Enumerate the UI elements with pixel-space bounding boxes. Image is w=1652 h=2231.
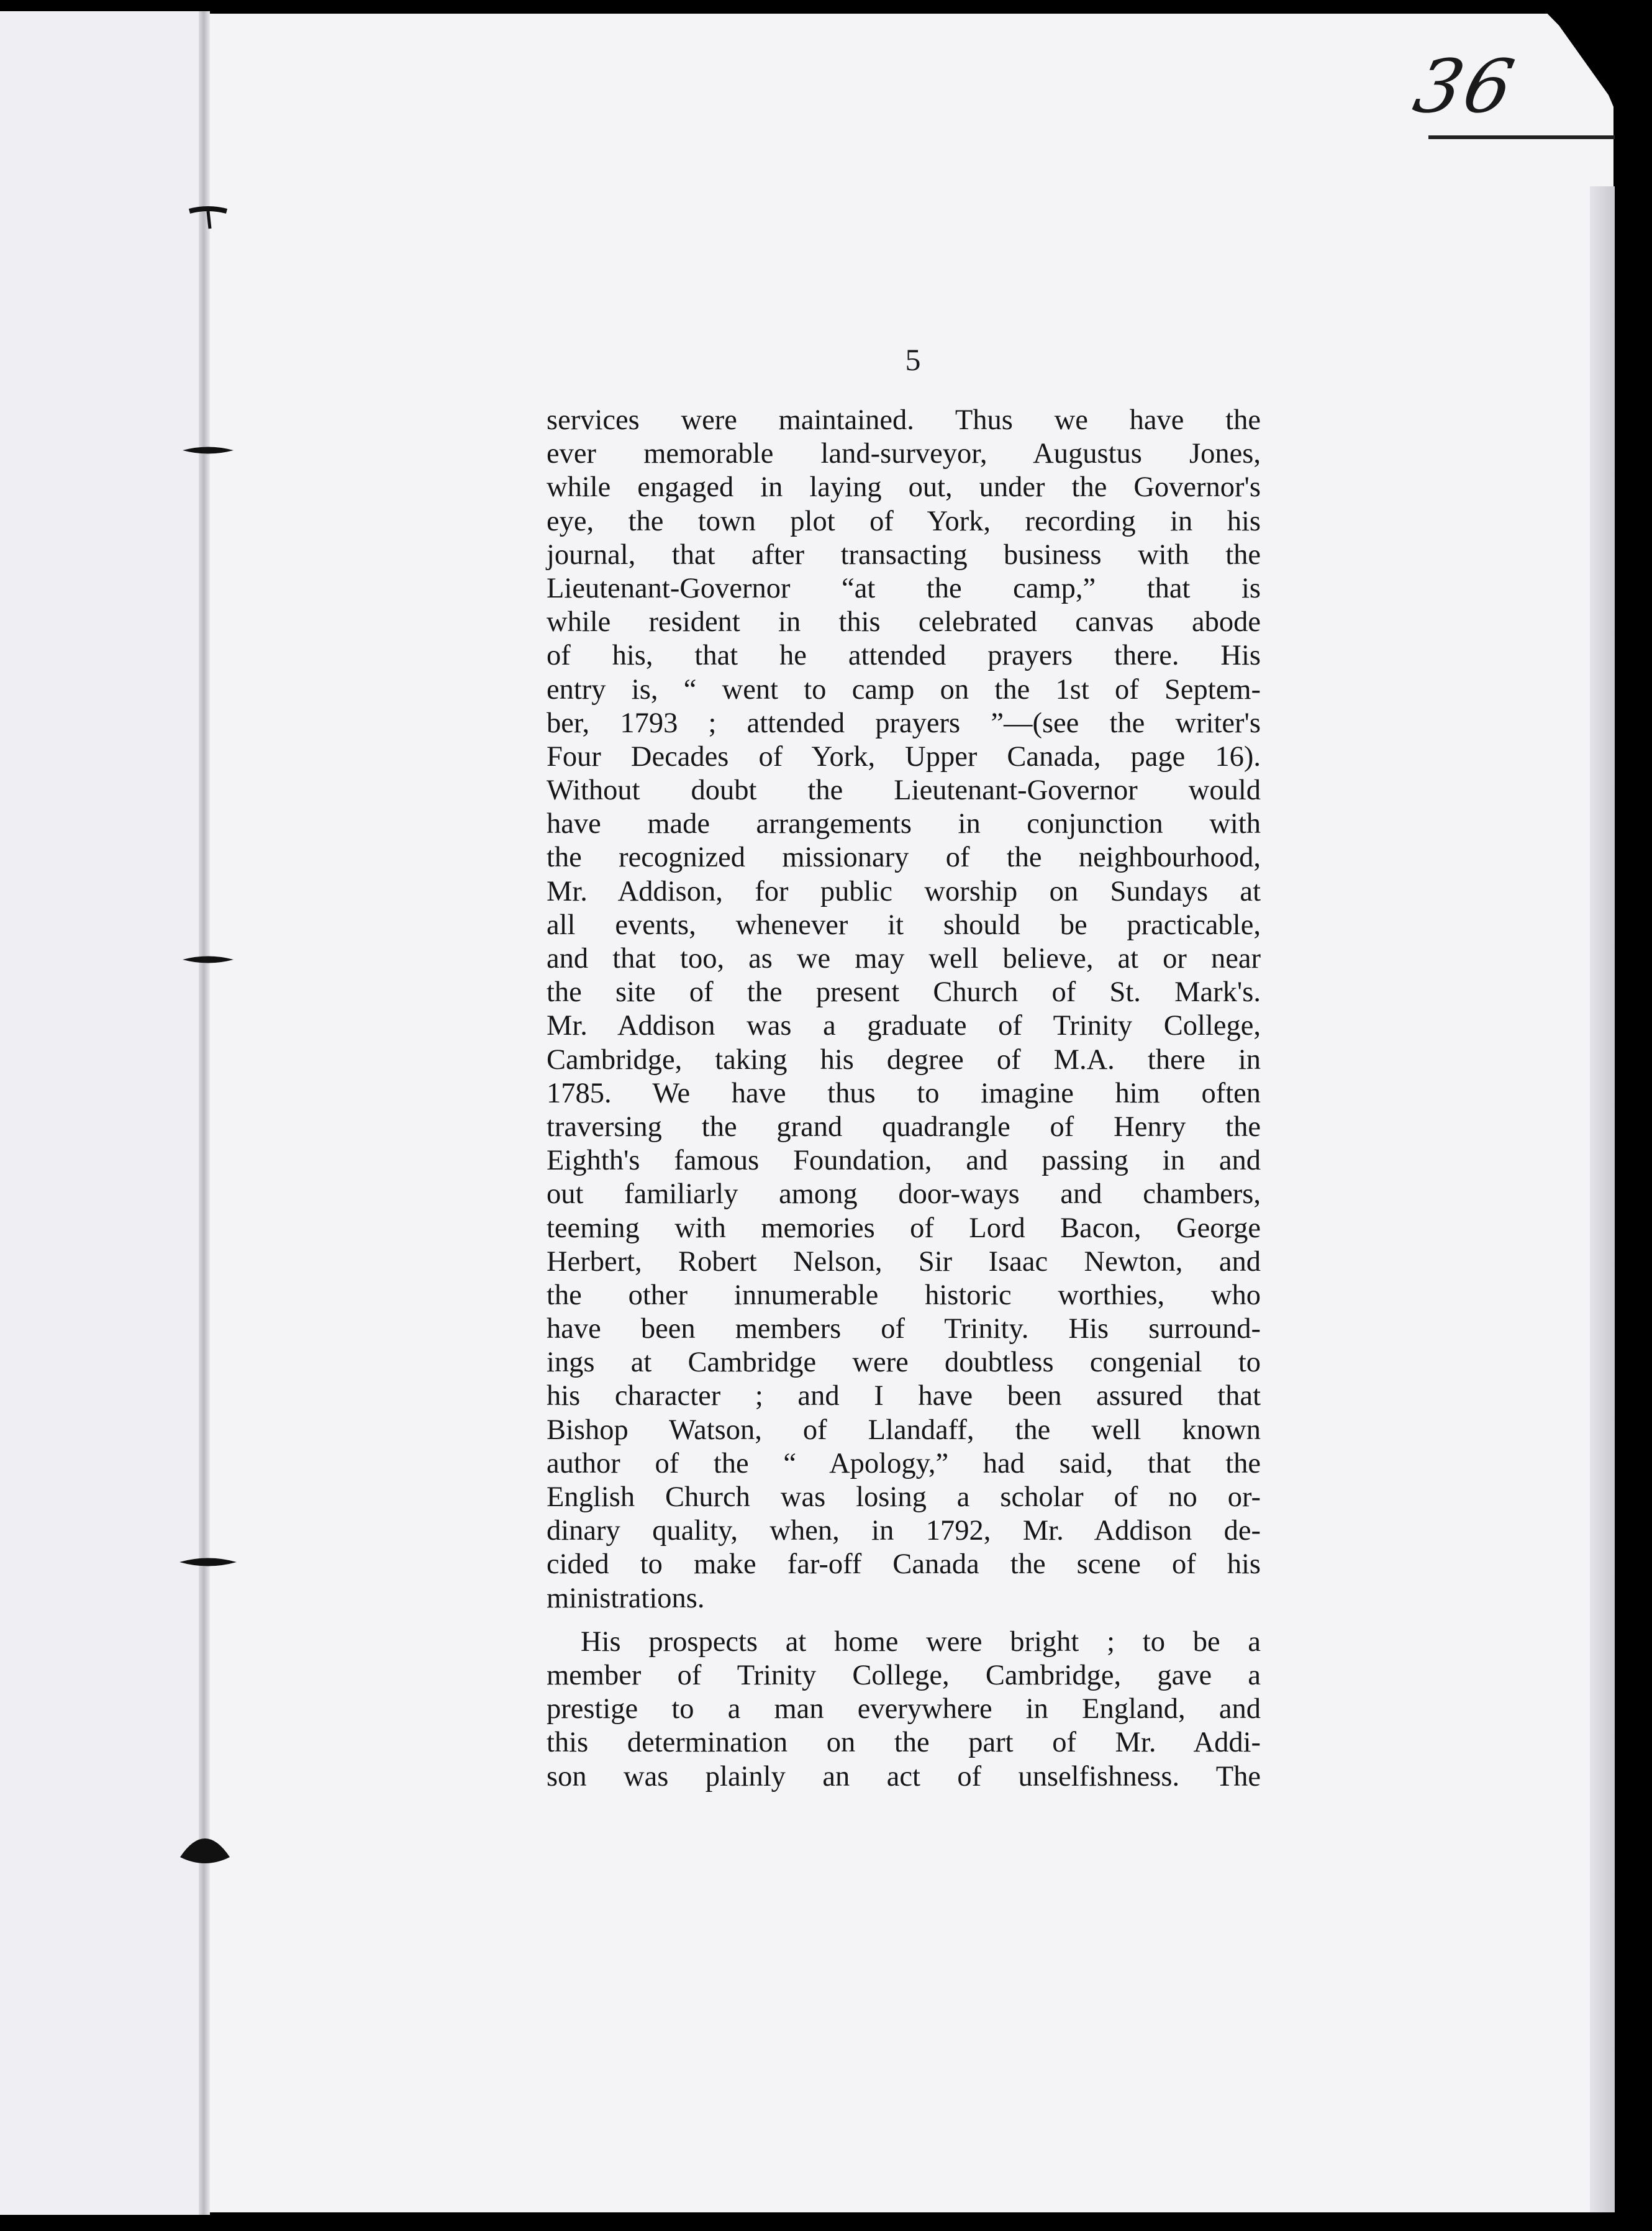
text-line: Without doubt the Lieutenant-Governor would [547, 775, 1261, 807]
text-line: all events, whenever it should be practicable, [547, 909, 1261, 941]
text-line: Mr. Addison, for public worship on Sundays at [547, 875, 1261, 907]
text-line: ever memorable land-surveyor, Augustus Jones, [547, 438, 1261, 470]
text-line: of his, that he attended prayers there. His [547, 640, 1261, 672]
text-line: the other innumerable historic worthies, who [547, 1279, 1261, 1311]
paragraph-2 [547, 1625, 1261, 1794]
stitch-mark-icon [177, 1547, 239, 1578]
text-line: ber, 1793 ; attended prayers ”—(see the writer's [547, 707, 1261, 739]
text-line: ministrations. [547, 1582, 705, 1614]
text-line: son was plainly an act of unselfishness. The [547, 1760, 1261, 1793]
paragraph-gap [547, 1615, 1261, 1625]
text-line: Lieutenant-Governor “at the camp,” that is [547, 572, 1261, 604]
text-line: traversing the grand quadrangle of Henry the [547, 1111, 1261, 1143]
body-text [547, 404, 1261, 1794]
text-line: his character ; and I have been assured that [547, 1380, 1261, 1412]
text-line: Four Decades of York, Upper Canada, page 16). [547, 740, 1261, 773]
text-line: member of Trinity College, Cambridge, gave a [547, 1659, 1261, 1691]
text-line: the site of the present Church of St. Mark's. [547, 976, 1261, 1009]
text-line: Herbert, Robert Nelson, Sir Isaac Newton, and [547, 1245, 1261, 1278]
page-edge-shadow [1590, 186, 1615, 2212]
stitch-mark-icon [186, 193, 230, 230]
text-line: have been members of Trinity. His surround- [547, 1313, 1261, 1345]
stitch-mark-icon [180, 944, 236, 975]
handwritten-folio-number: 36 [1407, 43, 1523, 129]
text-line: Mr. Addison was a graduate of Trinity College, [547, 1010, 1261, 1042]
text-line: His prospects at home were bright ; to be a [581, 1625, 1261, 1658]
text-line: while engaged in laying out, under the Governor's [547, 471, 1261, 504]
text-line: and that too, as we may well believe, at or near [547, 943, 1261, 975]
text-line: cided to make far-off Canada the scene of his [547, 1548, 1261, 1581]
binding-fold [199, 11, 210, 2215]
text-line: have made arrangements in conjunction with [547, 808, 1261, 840]
text-line: entry is, “ went to camp on the 1st of Septem- [547, 673, 1261, 706]
text-line: author of the “ Apology,” had said, that the [547, 1447, 1261, 1479]
page-number: 5 [905, 342, 921, 377]
paragraph-1 [547, 404, 1261, 1615]
text-line: Bishop Watson, of Llandaff, the well known [547, 1414, 1261, 1446]
text-line: the recognized missionary of the neighbourhood, [547, 842, 1261, 874]
stitch-mark-icon [180, 435, 236, 466]
text-line: English Church was losing a scholar of no or- [547, 1481, 1261, 1513]
stitch-mark-icon [174, 1820, 236, 1876]
left-page-edge [0, 11, 204, 2215]
text-line: journal, that after transacting business with the [547, 538, 1261, 571]
text-line: 1785. We have thus to imagine him often [547, 1077, 1261, 1109]
text-line: prestige to a man everywhere in England, and [547, 1693, 1261, 1725]
folio-underline [1428, 135, 1615, 139]
text-line: eye, the town plot of York, recording in his [547, 505, 1261, 537]
text-line: Eighth's famous Foundation, and passing in and [547, 1145, 1261, 1177]
text-line: this determination on the part of Mr. Addi- [547, 1727, 1261, 1759]
text-line: dinary quality, when, in 1792, Mr. Addison de- [547, 1515, 1261, 1547]
text-line: while resident in this celebrated canvas abode [547, 606, 1261, 638]
text-line: out familiarly among door-ways and chambers, [547, 1178, 1261, 1211]
text-line: services were maintained. Thus we have the [547, 404, 1261, 436]
text-line: Cambridge, taking his degree of M.A. there in [547, 1043, 1261, 1076]
text-line: ings at Cambridge were doubtless congenial to [547, 1347, 1261, 1379]
text-line: teeming with memories of Lord Bacon, George [547, 1212, 1261, 1244]
